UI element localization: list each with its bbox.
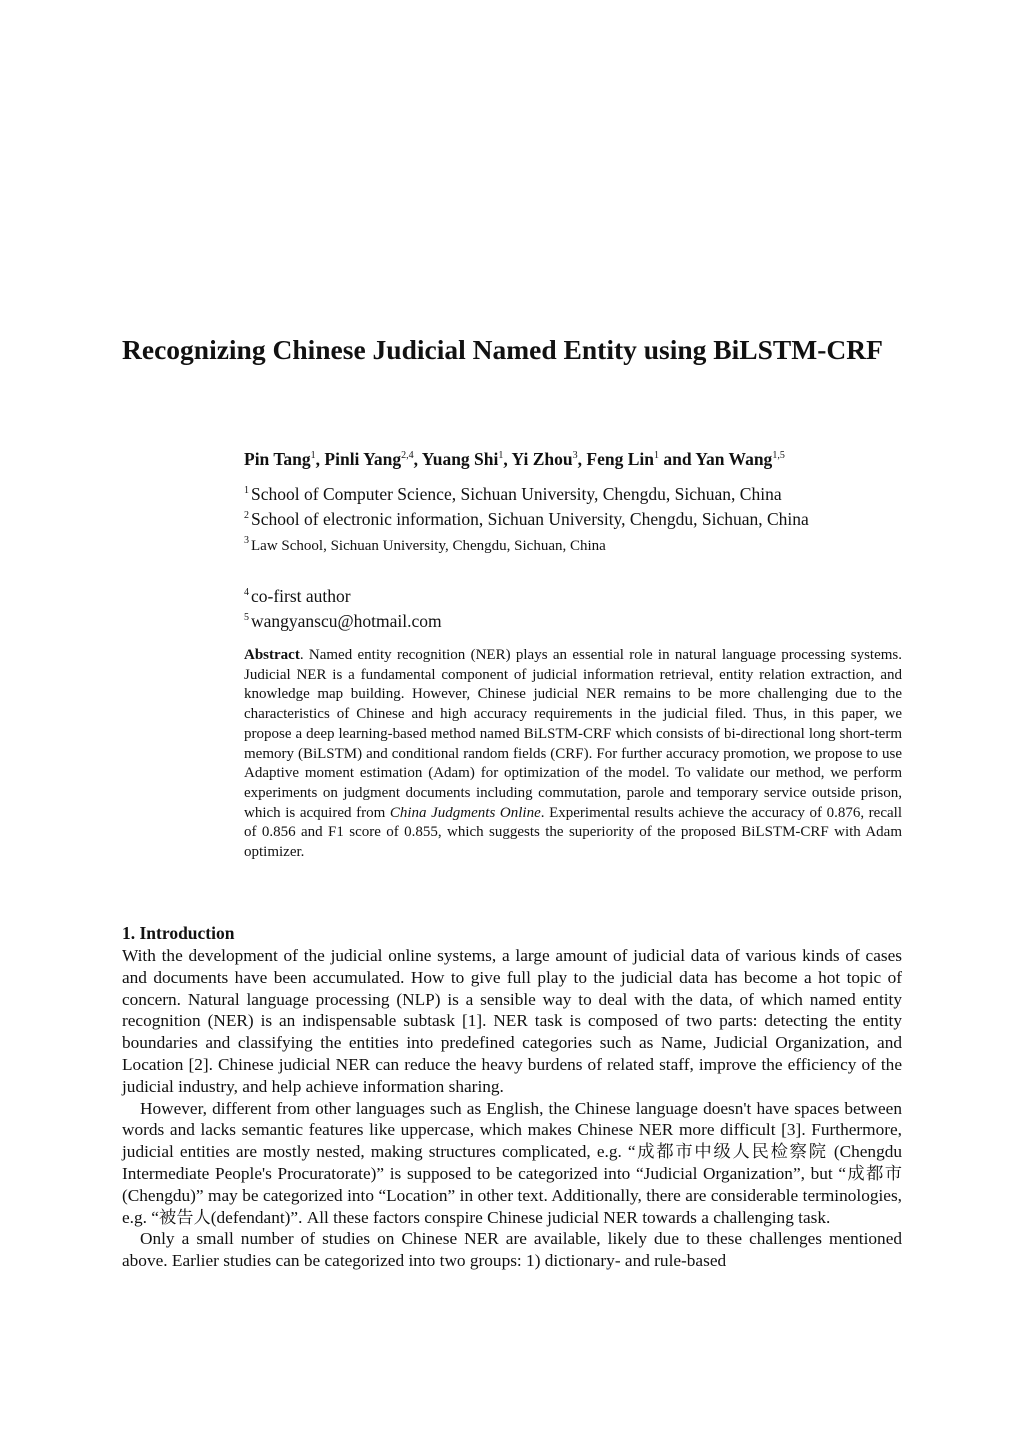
- body-paragraph: Only a small number of studies on Chinese NER are available, likely due to these challenges mentioned above. Earlier studies can be categorized into two groups: 1) dictionary- and rule-based: [122, 1229, 902, 1271]
- affiliation-line: [244, 505, 924, 530]
- body-paragraph: However, different from other languages such as English, the Chinese language doesn't have spaces between words and lacks semantic features like uppercase, which makes Chinese NER more difficult [3]. Furthermore, judicial entities are mostly nested, making structures complicated, e.g. “成都市中级人民检察院 (Chengdu Intermediate People's Procuratorate)” is supposed to be categorized into “Judicial Organization”, but “成都市 (Chengdu)” may be categorized into “Location” in other text. Additionally, there are considerable terminologies, e.g. “被告人(defendant)”. All these factors conspire Chinese judicial NER towards a challenging task.: [122, 1098, 902, 1227]
- introduction-body: [122, 945, 902, 1272]
- body-paragraph: With the development of the judicial online systems, a large amount of judicial data of various kinds of cases and documents have been accumulated. How to give full play to the judicial data has become a hot topic of concern. Natural language processing (NLP) is a sensible way to deal with the data, of which named entity recognition (NER) is an indispensable subtask [1]. NER task is composed of two parts: detecting the entity boundaries and classifying the entities into predefined categories such as Name, Judicial Organization, and Location [2]. Chinese judicial NER can reduce the heavy burdens of related staff, improve the efficiency of the judicial industry, and help achieve information sharing.: [122, 946, 902, 1096]
- author-conjunction: and: [658, 449, 696, 469]
- author-separator: ,: [577, 449, 587, 469]
- affiliations: [244, 480, 924, 557]
- note-text: co-first author: [251, 586, 351, 606]
- affiliation-line: [244, 530, 924, 557]
- affiliation-text: Law School, Sichuan University, Chengdu, Sichuan, China: [251, 538, 606, 554]
- contact-email: wangyanscu@hotmail.com: [251, 611, 442, 631]
- section-heading-introduction: 1. Introduction: [122, 923, 235, 943]
- author-name: Pin Tang: [244, 449, 311, 469]
- author-name: Feng Lin: [586, 449, 654, 469]
- author-affiliation-mark: 2,4: [401, 450, 414, 461]
- author-name: Yan Wang: [695, 449, 773, 469]
- author-name: Yuang Shi: [421, 449, 499, 469]
- abstract-label: Abstract: [244, 647, 300, 663]
- paper-title: Recognizing Chinese Judicial Named Entity using BiLSTM-CRF: [122, 334, 883, 365]
- affiliation-mark: 2: [244, 510, 249, 521]
- author-separator: ,: [315, 449, 325, 469]
- author-affiliation-mark: 3: [572, 450, 578, 461]
- author-name: Yi Zhou: [511, 449, 573, 469]
- author-note-line: [244, 607, 924, 632]
- author-name: Pinli Yang: [324, 449, 402, 469]
- author-note-line: [244, 582, 924, 607]
- abstract: [244, 646, 902, 863]
- abstract-text: . Named entity recognition (NER) plays an essential role in natural language processing systems. Judicial NER is a fundamental component of judicial information retrieval, entity relation extraction, and knowledge map building. However, Chinese judicial NER remains to be more challenging due to the characteristics of Chinese and high accuracy requirements in the judicial filed. Thus, in this paper, we propose a deep learning-based method named BiLSTM-CRF which consists of bi-directional long short-term memory (BiLSTM) and conditional random fields (CRF). For further accuracy promotion, we propose to use Adaptive moment estimation (Adam) for optimization of the model. To validate our method, we perform experiments on judgment documents including commutation, parole and temporary service outside prison, which is acquired from: [244, 647, 902, 821]
- author-affiliation-mark: 1,5: [772, 450, 785, 461]
- affiliation-mark: 3: [244, 535, 249, 546]
- author-list: [244, 449, 904, 470]
- affiliation-text: School of electronic information, Sichuan University, Chengdu, Sichuan, China: [251, 509, 809, 529]
- abstract-text-end: . Experimental results achieve the accuracy of 0.876, recall of 0.856 and F1 score of 0.855, which suggests the superiority of the proposed BiLSTM-CRF with Adam optimizer.: [244, 804, 902, 861]
- author-separator: ,: [413, 449, 422, 469]
- affiliation-line: [244, 480, 924, 505]
- affiliation-text: School of Computer Science, Sichuan University, Chengdu, Sichuan, China: [251, 484, 782, 504]
- author-affiliation-mark: 1: [498, 450, 504, 461]
- author-notes: [244, 582, 924, 632]
- author-affiliation-mark: 1: [653, 450, 659, 461]
- author-separator: ,: [503, 449, 512, 469]
- note-mark: 5: [244, 612, 249, 623]
- affiliation-mark: 1: [244, 485, 249, 496]
- note-mark: 4: [244, 587, 249, 598]
- author-affiliation-mark: 1: [310, 450, 316, 461]
- abstract-source-name: China Judgments Online: [389, 804, 541, 821]
